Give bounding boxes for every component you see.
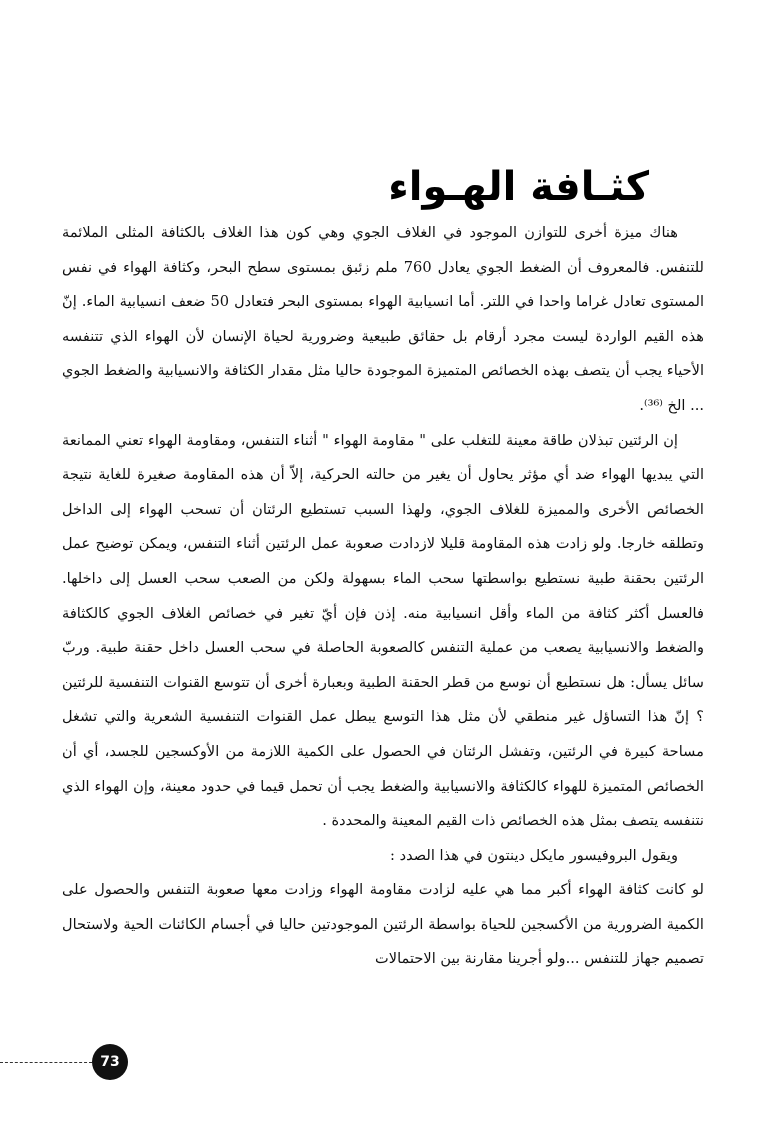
chapter-heading: كثـافة الهـواء	[388, 163, 649, 210]
paragraph-3: ويقول البروفيسور مايكل دينتون في هذا الصدد :	[390, 846, 678, 864]
paragraph-1: هناك ميزة أخرى للتوازن الموجود في الغلاف الجوي وهي كون هذا الغلاف بالكثافة المثلى الملائمة للتنفس. فالمعروف أن الضغط الجوي يعادل 760 ملم زئبق بمستوى سطح البحر، وكثافة الهواء في نفس المستوى تعادل غراما واحدا في اللتر. أما انسيابية الهواء بمستوى البحر فتعادل 50 ضعف انسيابية الماء. إنّ هذه القيم الواردة ليست مجرد أرقام بل حقائق طبيعية وضرورية لحياة الإنسان لأن الهواء الذي تتنفسه الأحياء يجب أن يتصف بهذه الخصائص المتميزة الموجودة حاليا مثل مقدار الكثافة والانسيابية والضغط الجوي ... الخ ⁽³⁶⁾.	[62, 224, 705, 414]
paragraph-4-quote: لو كانت كثافة الهواء أكبر مما هي عليه لزادت مقاومة الهواء وزادت معها صعوبة التنفس والحصول على الكمية الضرورية من الأكسجين للحياة بواسطة الرئتين الموجودتين حاليا في أجسام الكائنات الحية ولاستحال تصميم جهاز للتنفس ...ولو أجرينا مقارنة بين الاحتمالات	[62, 881, 704, 968]
footer-dashed-rule	[0, 1062, 92, 1063]
page-footer	[0, 1043, 140, 1083]
body-text	[62, 216, 704, 977]
page-number-badge: 73	[92, 1044, 128, 1080]
paragraph-2: إن الرئتين تبذلان طاقة معينة للتغلب على " مقاومة الهواء " أثناء التنفس، ومقاومة الهواء تعني الممانعة التي يبديها الهواء ضد أي مؤثر يحاول أن يغير من حالته الحركية، إلاّ أن هذه المقاومة صغيرة للغاية نتيجة الخصائص الأخرى والمميزة للغلاف الجوي، ولهذا السبب تستطيع الرئتان أن تسحب الهواء إلى الداخل وتطلقه خارجا. ولو زادت هذه المقاومة قليلا لازدادت صعوبة عمل الرئتين أثناء التنفس، ويمكن توضيح عمل الرئتين بحقنة طبية نستطيع بواسطتها سحب الماء بسهولة ولكن من الصعب سحب العسل إلى داخلها. فالعسل أكثر كثافة من الماء وأقل انسيابية منه. إذن فإن أيّ تغير في خصائص الغلاف الجوي كالكثافة والضغط والانسيابية يصعب من عملية التنفس كالصعوبة الحاصلة في سحب العسل داخل حقنة طبية. وربّ سائل يسأل: هل نستطيع أن نوسع من قطر الحقنة الطبية وبعبارة أخرى أن تتوسع القنوات التنفسية للرئتين ؟ إنّ هذا التساؤل غير منطقي لأن مثل هذا التوسع يبطل عمل القنوات التنفسية الشعرية والتي تشغل مساحة كبيرة في الرئتين، وتفشل الرئتان في الحصول على الكمية اللازمة من الأوكسجين للجسد، أي أن الخصائص المتميزة للهواء كالكثافة والانسيابية والضغط يجب أن تحمل قيما في حدود معينة، وإن الهواء الذي نتنفسه يتصف بمثل هذه الخصائص ذات القيم المعينة والمحددة .	[62, 431, 704, 830]
